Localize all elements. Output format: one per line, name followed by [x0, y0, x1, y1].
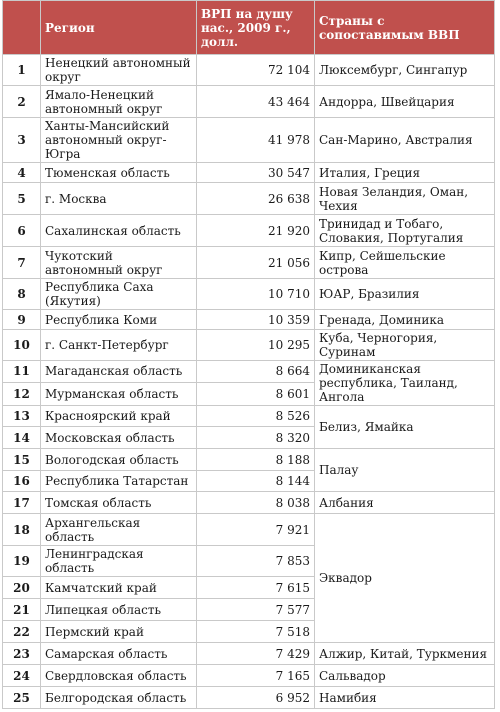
countries-cell: Сан-Марино, Австралия	[315, 118, 495, 163]
table-row	[3, 687, 495, 709]
row-number: 6	[3, 215, 41, 247]
row-number: 15	[3, 449, 41, 471]
region-cell: Мурманская область	[41, 382, 197, 405]
region-cell: Республика Коми	[41, 310, 197, 330]
table-row	[3, 643, 495, 665]
gdp-value-cell: 7 577	[197, 599, 315, 621]
gdp-value-cell: 8 188	[197, 449, 315, 471]
countries-cell: Алжир, Китай, Туркмения	[315, 643, 495, 665]
gdp-value-cell: 7 921	[197, 514, 315, 546]
region-cell: Красноярский край	[41, 406, 197, 427]
region-cell: Чукотский автономный округ	[41, 247, 197, 279]
table-row	[3, 215, 495, 247]
table-row	[3, 118, 495, 163]
row-number: 23	[3, 643, 41, 665]
gdp-value-cell: 8 144	[197, 471, 315, 492]
row-number: 16	[3, 471, 41, 492]
countries-cell: Италия, Греция	[315, 163, 495, 183]
countries-cell: Намибия	[315, 687, 495, 709]
header-num	[3, 1, 41, 55]
region-cell: Липецкая область	[41, 599, 197, 621]
gdp-value-cell: 10 359	[197, 310, 315, 330]
row-number: 3	[3, 118, 41, 163]
gdp-value-cell: 8 664	[197, 361, 315, 383]
row-number: 11	[3, 361, 41, 383]
row-number: 9	[3, 310, 41, 330]
header-gdp: ВРП на душу нас., 2009 г., долл.	[197, 1, 315, 55]
countries-cell: Сальвадор	[315, 665, 495, 687]
region-cell: Тюменская область	[41, 163, 197, 183]
row-number: 21	[3, 599, 41, 621]
gdp-value-cell: 8 320	[197, 427, 315, 449]
row-number: 14	[3, 427, 41, 449]
gdp-value-cell: 41 978	[197, 118, 315, 163]
gdp-value-cell: 21 056	[197, 247, 315, 279]
region-cell: Пермский край	[41, 621, 197, 643]
region-cell: Ненецкий автономный округ	[41, 55, 197, 86]
region-cell: г. Санкт-Петербург	[41, 330, 197, 361]
table-row	[3, 279, 495, 310]
gdp-value-cell: 6 952	[197, 687, 315, 709]
gdp-value-cell: 7 429	[197, 643, 315, 665]
region-cell: Московская область	[41, 427, 197, 449]
gdp-value-cell: 43 464	[197, 86, 315, 118]
region-cell: Ямало-Ненецкий автономный округ	[41, 86, 197, 118]
row-number: 17	[3, 492, 41, 514]
region-cell: Вологодская область	[41, 449, 197, 471]
region-cell: Архангельская область	[41, 514, 197, 546]
countries-cell: Тринидад и Тобаго, Словакия, Португалия	[315, 215, 495, 247]
region-cell: Республика Татарстан	[41, 471, 197, 492]
gdp-value-cell: 26 638	[197, 183, 315, 215]
region-cell: Свердловская область	[41, 665, 197, 687]
region-cell: г. Москва	[41, 183, 197, 215]
region-cell: Камчатский край	[41, 577, 197, 599]
gdp-value-cell: 8 038	[197, 492, 315, 514]
region-cell: Сахалинская область	[41, 215, 197, 247]
table-body	[3, 55, 495, 709]
gdp-value-cell: 8 526	[197, 406, 315, 427]
row-number: 1	[3, 55, 41, 86]
gdp-value-cell: 7 853	[197, 546, 315, 577]
row-number: 24	[3, 665, 41, 687]
row-number: 5	[3, 183, 41, 215]
gdp-value-cell: 8 601	[197, 382, 315, 405]
header-countries: Страны с сопоставимым ВВП	[315, 1, 495, 55]
table-row	[3, 665, 495, 687]
countries-cell: Куба, Черногория, Суринам	[315, 330, 495, 361]
row-number: 18	[3, 514, 41, 546]
table-row	[3, 183, 495, 215]
gdp-value-cell: 7 615	[197, 577, 315, 599]
gdp-value-cell: 21 920	[197, 215, 315, 247]
table-row	[3, 492, 495, 514]
countries-cell: Палау	[315, 449, 495, 492]
gdp-table	[2, 0, 495, 709]
header-region: Регион	[41, 1, 197, 55]
row-number: 7	[3, 247, 41, 279]
table-row	[3, 330, 495, 361]
countries-cell: ЮАР, Бразилия	[315, 279, 495, 310]
row-number: 10	[3, 330, 41, 361]
table-row	[3, 361, 495, 383]
gdp-value-cell: 7 165	[197, 665, 315, 687]
region-cell: Магаданская область	[41, 361, 197, 383]
countries-cell: Новая Зеландия, Оман, Чехия	[315, 183, 495, 215]
table-row	[3, 514, 495, 546]
table-row	[3, 163, 495, 183]
row-number: 4	[3, 163, 41, 183]
table-row	[3, 247, 495, 279]
countries-cell: Гренада, Доминика	[315, 310, 495, 330]
row-number: 20	[3, 577, 41, 599]
table-row	[3, 310, 495, 330]
table-row	[3, 449, 495, 471]
table-header-row	[3, 1, 495, 55]
countries-cell: Белиз, Ямайка	[315, 406, 495, 449]
region-cell: Белгородская область	[41, 687, 197, 709]
countries-cell: Люксембург, Сингапур	[315, 55, 495, 86]
countries-cell: Эквадор	[315, 514, 495, 643]
countries-cell: Кипр, Сейшельские острова	[315, 247, 495, 279]
region-cell: Томская область	[41, 492, 197, 514]
countries-cell: Албания	[315, 492, 495, 514]
row-number: 2	[3, 86, 41, 118]
table-row	[3, 86, 495, 118]
row-number: 12	[3, 382, 41, 405]
row-number: 13	[3, 406, 41, 427]
region-cell: Республика Саха (Якутия)	[41, 279, 197, 310]
gdp-value-cell: 10 295	[197, 330, 315, 361]
table-row	[3, 406, 495, 427]
row-number: 22	[3, 621, 41, 643]
row-number: 8	[3, 279, 41, 310]
gdp-value-cell: 7 518	[197, 621, 315, 643]
table-row	[3, 55, 495, 86]
row-number: 19	[3, 546, 41, 577]
countries-cell: Андорра, Швейцария	[315, 86, 495, 118]
gdp-value-cell: 10 710	[197, 279, 315, 310]
row-number: 25	[3, 687, 41, 709]
countries-cell: Доминиканская республика, Таиланд, Ангола	[315, 361, 495, 406]
region-cell: Ленинградская область	[41, 546, 197, 577]
region-cell: Ханты-Мансийский автономный округ-Югра	[41, 118, 197, 163]
gdp-value-cell: 72 104	[197, 55, 315, 86]
gdp-value-cell: 30 547	[197, 163, 315, 183]
region-cell: Самарская область	[41, 643, 197, 665]
